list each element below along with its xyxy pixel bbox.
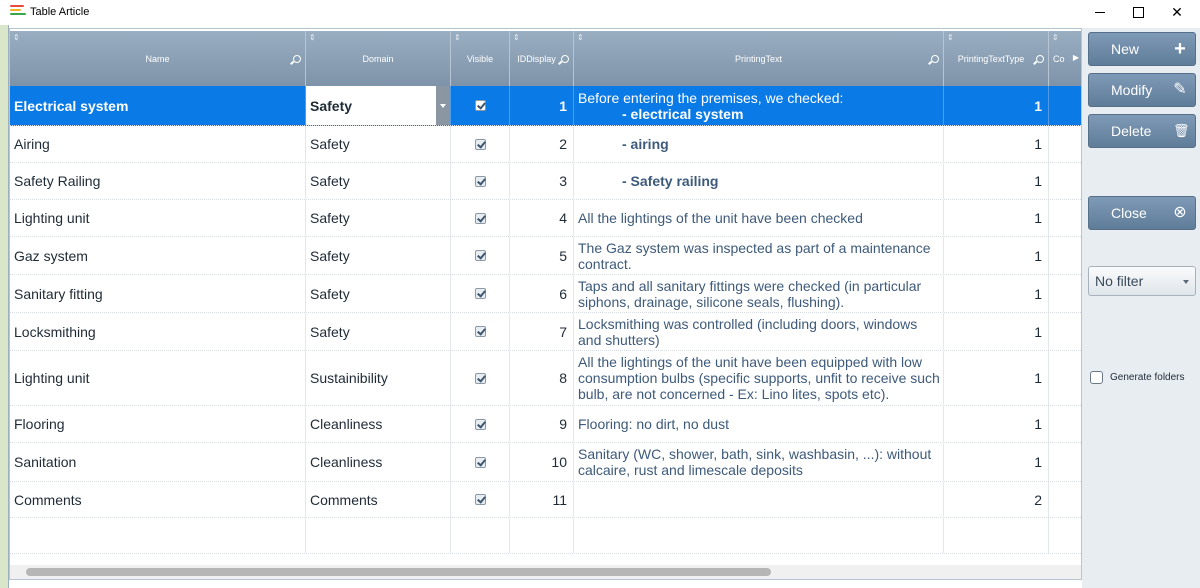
cell-visible[interactable]: [451, 163, 510, 199]
cell-domain[interactable]: Safety: [306, 313, 451, 350]
cell-name[interactable]: Lighting unit: [10, 351, 306, 405]
cell-name[interactable]: Gaz system: [10, 237, 306, 274]
cell-visible[interactable]: [451, 200, 510, 236]
cell-printing-text[interactable]: - airing: [574, 126, 944, 162]
generate-folders-checkbox[interactable]: [1090, 371, 1103, 384]
cell-printing-text[interactable]: - Safety railing: [574, 163, 944, 199]
cell-id[interactable]: 6: [510, 275, 574, 312]
cell-type[interactable]: 1: [944, 86, 1049, 125]
cell-printing-text[interactable]: Sanitary (WC, shower, bath, sink, washbasin, ...): without calcaire, rust and limescale deposits: [574, 443, 944, 481]
new-button[interactable]: New +: [1088, 32, 1196, 66]
cell-co[interactable]: [1049, 86, 1082, 125]
close-window-button[interactable]: ✕: [1171, 4, 1183, 20]
cell-co[interactable]: [1049, 200, 1082, 236]
table-row[interactable]: [10, 275, 1082, 313]
cell-co[interactable]: [1049, 406, 1082, 442]
cell-co[interactable]: [1049, 237, 1082, 274]
table-row[interactable]: [10, 313, 1082, 351]
cell-id[interactable]: 1: [510, 86, 574, 125]
visible-checkbox[interactable]: [475, 457, 486, 468]
cell-type[interactable]: 1: [944, 237, 1049, 274]
table-row[interactable]: [10, 163, 1082, 200]
cell-name[interactable]: Comments: [10, 482, 306, 517]
sort-icon[interactable]: ⇕: [513, 33, 520, 42]
sort-icon[interactable]: ⇕: [309, 33, 316, 42]
column-header-visible[interactable]: ⇕ Visible: [451, 31, 510, 86]
cell-visible[interactable]: [451, 406, 510, 442]
cell-type[interactable]: 1: [944, 351, 1049, 405]
cell-printing-text[interactable]: The Gaz system was inspected as part of a maintenance contract.: [574, 237, 944, 274]
cell-domain[interactable]: Safety: [306, 163, 451, 199]
visible-checkbox[interactable]: [475, 213, 486, 224]
cell-visible[interactable]: [451, 482, 510, 517]
cell-id[interactable]: 11: [510, 482, 574, 517]
cell-id[interactable]: 8: [510, 351, 574, 405]
table-row[interactable]: [10, 200, 1082, 237]
cell-visible[interactable]: [451, 313, 510, 350]
cell-visible[interactable]: [451, 126, 510, 162]
table-row[interactable]: [10, 237, 1082, 275]
search-icon[interactable]: [293, 55, 301, 63]
edit-icon: ✎: [1173, 81, 1187, 98]
cell-type[interactable]: 1: [944, 126, 1049, 162]
sort-icon[interactable]: ⇕: [577, 33, 584, 42]
visible-checkbox[interactable]: [475, 494, 486, 505]
cell-printing-text[interactable]: All the lightings of the unit have been equipped with low consumption bulbs (specific supports, unfit to receive such bulb, are not concerned - Ex: Lino lites, spots etc).: [574, 351, 944, 405]
cell-name[interactable]: Sanitation: [10, 443, 306, 481]
cell-domain[interactable]: Safety: [306, 200, 451, 236]
cell-co[interactable]: [1049, 275, 1082, 312]
background-window-edge: [0, 25, 9, 588]
search-icon[interactable]: [931, 55, 939, 63]
cell-visible[interactable]: [451, 351, 510, 405]
article-table[interactable]: [9, 28, 1082, 580]
visible-checkbox[interactable]: [475, 176, 486, 187]
cell-name[interactable]: Electrical system: [10, 86, 306, 125]
cell-id[interactable]: 5: [510, 237, 574, 274]
cell-domain[interactable]: [306, 518, 451, 553]
column-header-name[interactable]: ⇕ Name: [10, 31, 306, 86]
table-row[interactable]: [10, 443, 1082, 482]
cell-visible[interactable]: [451, 275, 510, 312]
cell-co[interactable]: [1049, 518, 1082, 553]
chevron-down-icon[interactable]: [436, 86, 450, 125]
window-title: Table Article: [30, 6, 90, 18]
cell-visible[interactable]: [451, 86, 510, 125]
cell-id[interactable]: 4: [510, 200, 574, 236]
cell-co[interactable]: [1049, 443, 1082, 481]
cell-co[interactable]: [1049, 126, 1082, 162]
visible-checkbox[interactable]: [475, 326, 486, 337]
cell-name[interactable]: Safety Railing: [10, 163, 306, 199]
cell-printing-text[interactable]: [574, 518, 944, 553]
cell-type[interactable]: 1: [944, 406, 1049, 442]
cell-co[interactable]: [1049, 482, 1082, 517]
cell-domain[interactable]: Sustainibility: [306, 351, 451, 405]
app-icon: [10, 5, 26, 19]
visible-checkbox[interactable]: [475, 250, 486, 261]
cell-name[interactable]: [10, 518, 306, 553]
cell-id[interactable]: 3: [510, 163, 574, 199]
cell-printing-text[interactable]: Locksmithing was controlled (including doors, windows and shutters): [574, 313, 944, 350]
cell-domain[interactable]: Safety: [306, 126, 451, 162]
table-row[interactable]: [10, 86, 1082, 126]
search-icon[interactable]: [1036, 55, 1044, 63]
cell-co[interactable]: [1049, 313, 1082, 350]
cell-printing-text[interactable]: Taps and all sanitary fittings were checked (in particular siphons, drainage, silicone seals, flushing).: [574, 275, 944, 312]
delete-button[interactable]: Delete 🗑: [1088, 114, 1196, 148]
cell-id[interactable]: 2: [510, 126, 574, 162]
plus-icon: +: [1174, 38, 1186, 60]
scrollbar-thumb[interactable]: [26, 568, 771, 576]
horizontal-scrollbar[interactable]: [10, 565, 1081, 579]
cell-printing-text[interactable]: Before entering the premises, we checked: - electrical system: [574, 86, 944, 125]
sort-icon[interactable]: ⇕: [947, 33, 954, 42]
cell-co[interactable]: [1049, 351, 1082, 405]
visible-checkbox[interactable]: [475, 139, 486, 150]
table-row[interactable]: [10, 351, 1082, 406]
cell-id[interactable]: 10: [510, 443, 574, 481]
generate-folders-option[interactable]: Generate folders: [1090, 371, 1185, 384]
cell-domain[interactable]: Cleanliness: [306, 443, 451, 481]
domain-select[interactable]: Safety: [306, 86, 450, 125]
table-row[interactable]: [10, 126, 1082, 163]
cell-domain[interactable]: Comments: [306, 482, 451, 517]
cell-type[interactable]: 1: [944, 443, 1049, 481]
cell-type[interactable]: [944, 518, 1049, 553]
visible-checkbox[interactable]: [475, 419, 486, 430]
close-circle-icon: ⊗: [1173, 204, 1187, 221]
column-header-iddisplay[interactable]: ⇕ IDDisplay: [510, 31, 574, 86]
filter-select[interactable]: No filter: [1088, 266, 1196, 296]
cell-type[interactable]: 1: [944, 275, 1049, 312]
trash-icon: 🗑: [1173, 123, 1190, 138]
close-button[interactable]: Close ⊗: [1088, 196, 1196, 230]
cell-co[interactable]: [1049, 163, 1082, 199]
scroll-right-icon[interactable]: ▶: [1072, 53, 1079, 62]
cell-id[interactable]: [510, 518, 574, 553]
modify-button[interactable]: Modify ✎: [1088, 73, 1196, 107]
cell-type[interactable]: 1: [944, 163, 1049, 199]
sort-icon[interactable]: ⇕: [1052, 33, 1059, 42]
cell-type[interactable]: 1: [944, 200, 1049, 236]
cell-name[interactable]: Sanitary fitting: [10, 275, 306, 312]
table-row[interactable]: [10, 406, 1082, 443]
visible-checkbox[interactable]: [475, 100, 486, 111]
action-panel: [1082, 28, 1200, 588]
cell-printing-text[interactable]: All the lightings of the unit have been checked: [574, 200, 944, 236]
table-row[interactable]: [10, 482, 1082, 518]
cell-visible[interactable]: [451, 237, 510, 274]
cell-name[interactable]: Flooring: [10, 406, 306, 442]
column-header-co[interactable]: ⇕ Co ▶: [1049, 31, 1082, 86]
sort-icon[interactable]: ⇕: [454, 33, 461, 42]
column-header-printingtexttype[interactable]: ⇕ PrintingTextType: [944, 31, 1049, 86]
column-header-printingtext[interactable]: ⇕ PrintingText: [574, 31, 944, 86]
sort-icon[interactable]: ⇕: [13, 33, 20, 42]
cell-id[interactable]: 9: [510, 406, 574, 442]
cell-visible[interactable]: [451, 443, 510, 481]
cell-name[interactable]: Airing: [10, 126, 306, 162]
table-row-empty[interactable]: [10, 518, 1082, 554]
cell-name[interactable]: Locksmithing: [10, 313, 306, 350]
cell-type[interactable]: 1: [944, 313, 1049, 350]
cell-id[interactable]: 7: [510, 313, 574, 350]
cell-domain[interactable]: Safety: [306, 275, 451, 312]
cell-printing-text[interactable]: Flooring: no dirt, no dust: [574, 406, 944, 442]
search-icon[interactable]: [561, 55, 569, 63]
column-header-domain[interactable]: ⇕ Domain: [306, 31, 451, 86]
cell-printing-text[interactable]: [574, 482, 944, 517]
cell-visible[interactable]: [451, 518, 510, 553]
cell-type[interactable]: 2: [944, 482, 1049, 517]
cell-domain[interactable]: Safety: [306, 237, 451, 274]
title-bar: [0, 0, 1200, 25]
cell-domain[interactable]: [306, 86, 451, 125]
cell-domain[interactable]: Cleanliness: [306, 406, 451, 442]
visible-checkbox[interactable]: [475, 288, 486, 299]
table-header: [10, 31, 1082, 86]
cell-name[interactable]: Lighting unit: [10, 200, 306, 236]
table-body: [10, 86, 1082, 554]
visible-checkbox[interactable]: [475, 373, 486, 384]
